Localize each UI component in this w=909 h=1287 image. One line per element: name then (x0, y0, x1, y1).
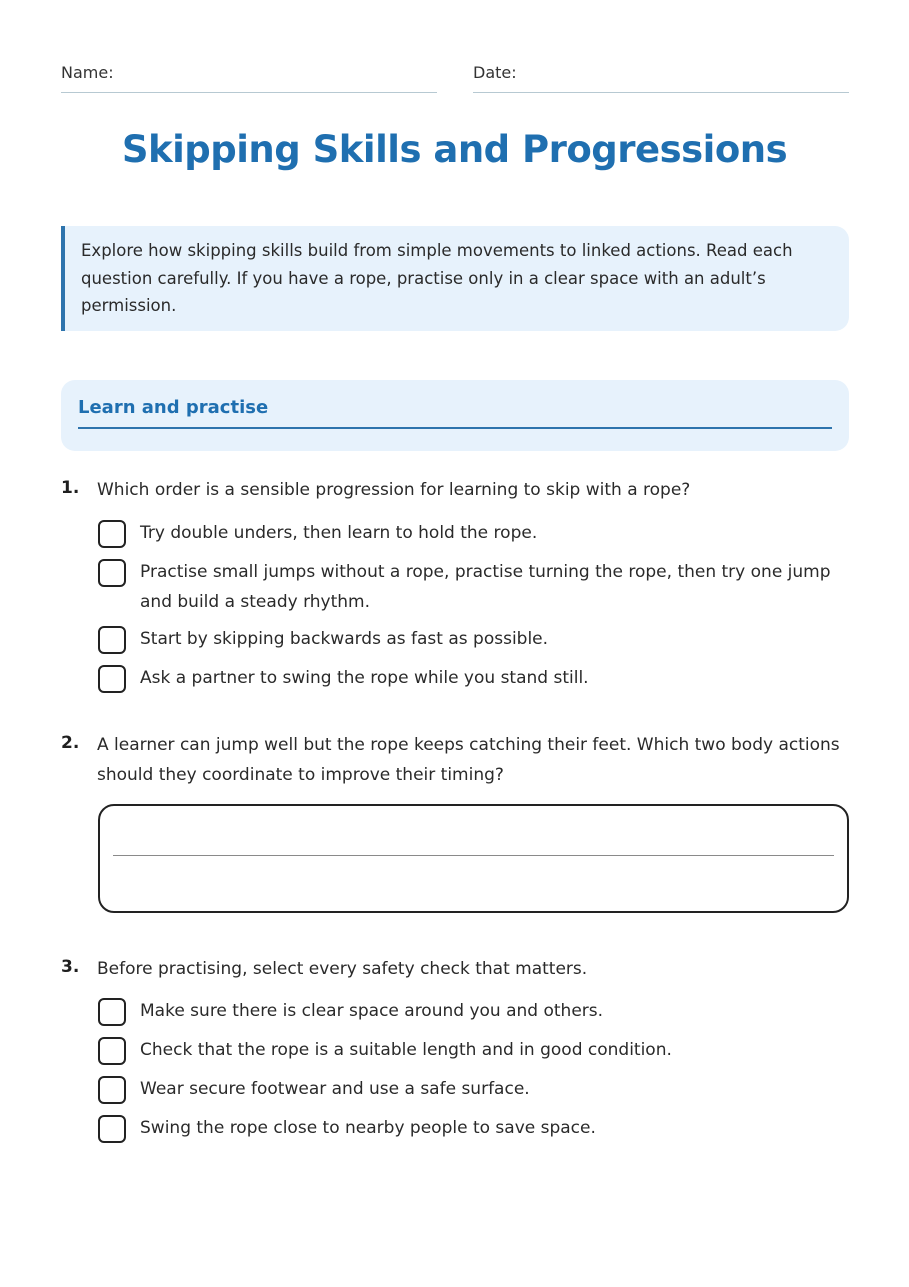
date-label: Date: (473, 63, 517, 82)
option-checkbox[interactable] (98, 559, 126, 587)
name-field[interactable] (61, 62, 437, 93)
option-text: Try double unders, then learn to hold the rope. (140, 523, 538, 543)
option-text: Start by skipping backwards as fast as possible. (140, 629, 549, 649)
question-text: A learner can jump well but the rope keeps catching their feet. Which two body actions should they coordinate to improve their timing? (97, 735, 840, 785)
section-label: Learn and practise (78, 397, 832, 429)
option-checkbox[interactable] (98, 1037, 126, 1065)
option-text: Ask a partner to swing the rope while you stand still. (140, 668, 589, 688)
option-checkbox[interactable] (98, 520, 126, 548)
option-checkbox[interactable] (98, 626, 126, 654)
date-field[interactable] (473, 62, 849, 93)
option-text: Practise small jumps without a rope, practise turning the rope, then try one jump and build a steady rhythm. (140, 562, 831, 612)
question-text: Which order is a sensible progression for learning to skip with a rope? (97, 480, 691, 500)
question-number: 2. (61, 733, 80, 753)
name-label: Name: (61, 63, 114, 82)
question-text: Before practising, select every safety check that matters. (97, 959, 588, 979)
page-title: Skipping Skills and Progressions (121, 128, 788, 171)
option-text: Check that the rope is a suitable length and in good condition. (140, 1040, 672, 1060)
option-checkbox[interactable] (98, 665, 126, 693)
question-number: 1. (61, 478, 80, 498)
option-checkbox[interactable] (98, 998, 126, 1026)
answer-line (113, 855, 834, 856)
option-checkbox[interactable] (98, 1076, 126, 1104)
option-checkbox[interactable] (98, 1115, 126, 1143)
intro-callout: Explore how skipping skills build from simple movements to linked actions. Read each question carefully. If you have a rope, practise only in a clear space with an adult’s permission. (61, 226, 849, 331)
option-text: Wear secure footwear and use a safe surface. (140, 1079, 530, 1099)
section-header (61, 380, 849, 451)
question-number: 3. (61, 957, 80, 977)
answer-textarea[interactable] (98, 804, 849, 913)
option-text: Make sure there is clear space around you and others. (140, 1001, 604, 1021)
option-text: Swing the rope close to nearby people to save space. (140, 1118, 596, 1138)
